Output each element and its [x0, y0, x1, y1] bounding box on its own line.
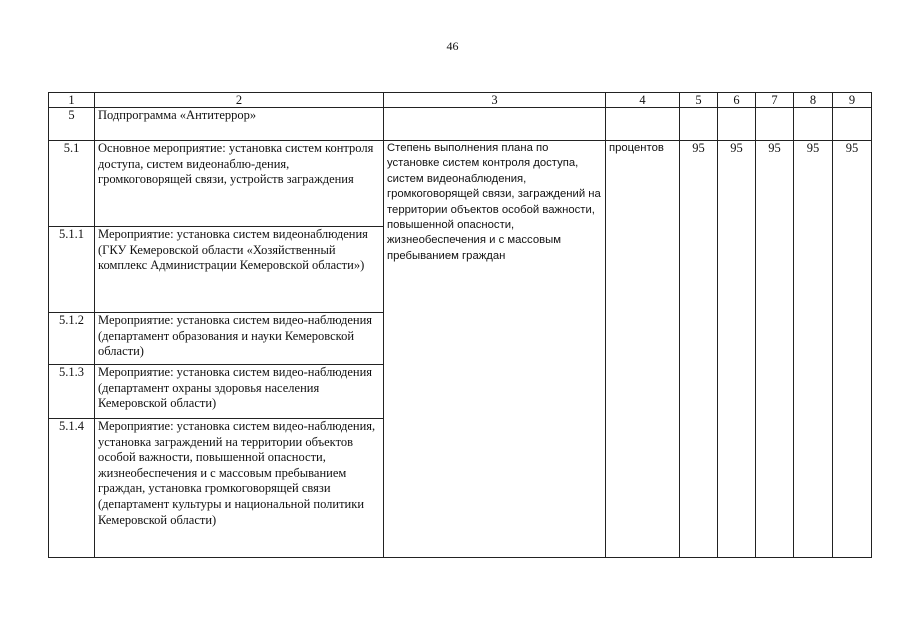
empty-cell [606, 108, 680, 141]
header-cell: 1 [49, 93, 95, 108]
indicator-value: 95 [718, 141, 756, 558]
program-table [48, 92, 872, 558]
empty-cell [384, 108, 606, 141]
indicator-value: 95 [794, 141, 833, 558]
activity-text: Мероприятие: установка систем видеонаблюдения (ГКУ Кемеровской области «Хозяйственный комплекс Администрации Кемеровской области») [95, 227, 384, 313]
table-row [49, 141, 872, 227]
row-number: 5.1.2 [49, 313, 95, 365]
indicator-value: 95 [680, 141, 718, 558]
row-number: 5.1.3 [49, 365, 95, 419]
table-header-row [49, 93, 872, 108]
empty-cell [756, 108, 794, 141]
row-number: 5.1.1 [49, 227, 95, 313]
header-cell: 4 [606, 93, 680, 108]
activity-text: Мероприятие: установка систем видео-наблюдения (департамент образования и науки Кемеровской области) [95, 313, 384, 365]
activity-text: Основное мероприятие: установка систем контроля доступа, систем видеонаблю-дения, громкоговорящей связи, устройств заграждения [95, 141, 384, 227]
subprogram-number: 5 [49, 108, 95, 141]
empty-cell [680, 108, 718, 141]
indicator-name: Степень выполнения плана по установке систем контроля доступа, систем видеонаблюдения, громкоговорящей связи, заграждений на территории объектов особой важности, повышенной опасности, жизнеобеспечения и с массовым пребыванием граждан [384, 141, 606, 558]
empty-cell [794, 108, 833, 141]
header-cell: 6 [718, 93, 756, 108]
header-cell: 8 [794, 93, 833, 108]
row-number: 5.1.4 [49, 419, 95, 558]
header-cell: 5 [680, 93, 718, 108]
empty-cell [718, 108, 756, 141]
activity-text: Мероприятие: установка систем видео-наблюдения (департамент охраны здоровья населения Кемеровской области) [95, 365, 384, 419]
activity-text: Мероприятие: установка систем видео-наблюдения, установка заграждений на территории объектов особой важности, повышенной опасности, жизнеобеспечения и с массовым пребыванием граждан, установка громкоговорящей связи (департамент культуры и национальной политики Кемеровской области) [95, 419, 384, 558]
header-cell: 7 [756, 93, 794, 108]
indicator-value: 95 [756, 141, 794, 558]
indicator-unit: процентов [606, 141, 680, 558]
header-cell: 2 [95, 93, 384, 108]
indicator-value: 95 [833, 141, 872, 558]
subprogram-title: Подпрограмма «Антитеррор» [95, 108, 384, 141]
header-cell: 3 [384, 93, 606, 108]
empty-cell [833, 108, 872, 141]
header-cell: 9 [833, 93, 872, 108]
row-number: 5.1 [49, 141, 95, 227]
page-number: 46 [446, 39, 459, 53]
subprogram-row [49, 108, 872, 141]
